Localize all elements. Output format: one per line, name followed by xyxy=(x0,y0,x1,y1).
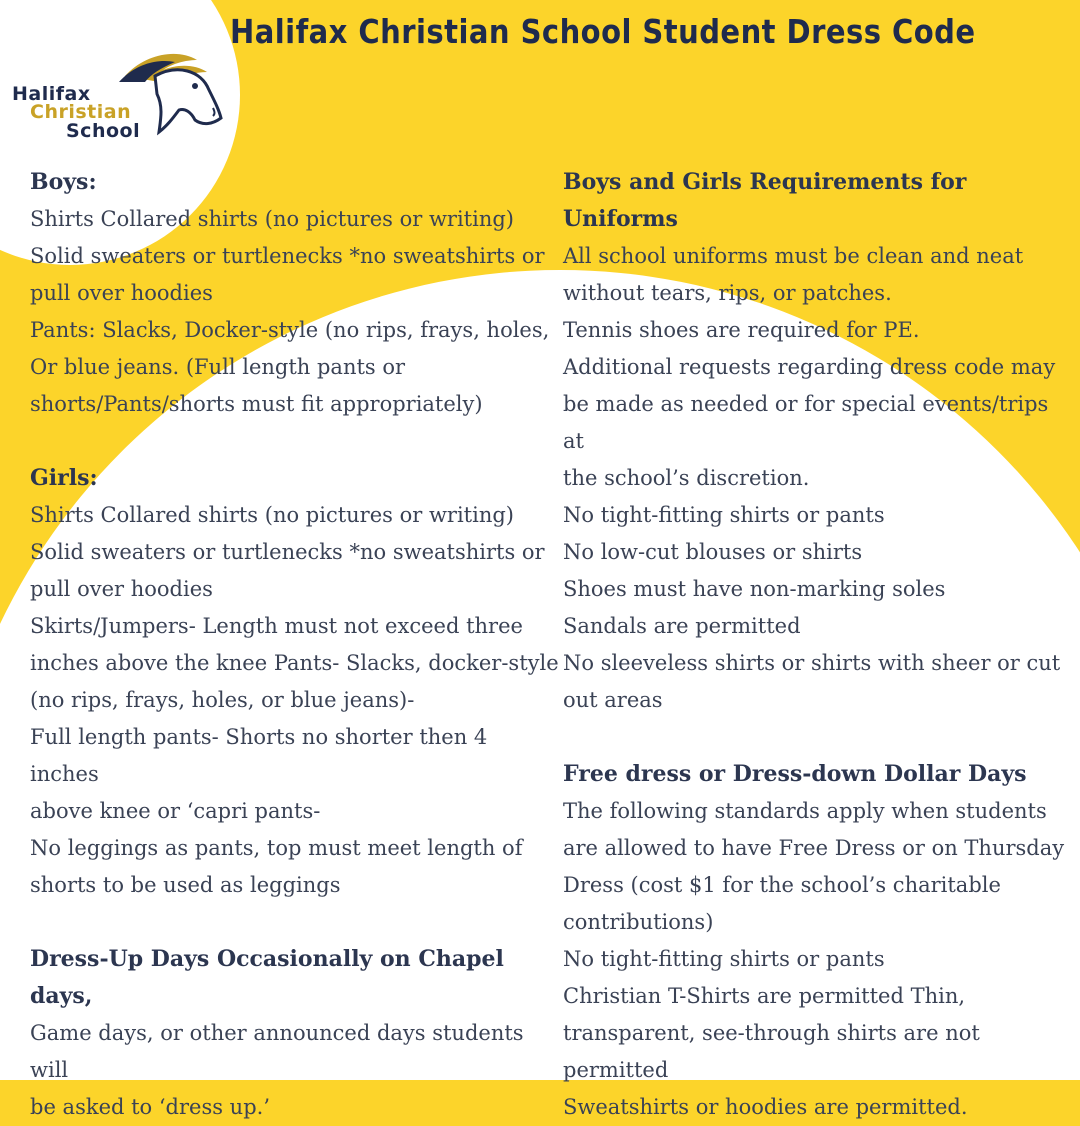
boys-line: Solid sweaters or turtlenecks *no sweatshirts or xyxy=(30,244,545,268)
school-logo xyxy=(0,38,230,148)
uniforms-line: Tennis shoes are required for PE. xyxy=(563,318,920,342)
free-dress-line: The following standards apply when students xyxy=(563,799,1047,823)
girls-line: Shirts Collared shirts (no pictures or writing) xyxy=(30,503,514,527)
uniforms-line: Shoes must have non-marking soles xyxy=(563,577,946,601)
boys-line: Shirts Collared shirts (no pictures or writing) xyxy=(30,207,514,231)
right-column xyxy=(563,164,1068,1126)
uniforms-line: No tight-fitting shirts or pants xyxy=(563,503,885,527)
free-dress-line: contributions) xyxy=(563,910,714,934)
boys-line: shorts/Pants/shorts must fit appropriately) xyxy=(30,392,483,416)
uniforms-heading: Boys and Girls Requirements for Uniforms xyxy=(563,169,967,232)
girls-line: inches above the knee Pants- Slacks, docker-style xyxy=(30,651,559,675)
dress-up-line: Game days, or other announced days students will xyxy=(30,1021,524,1082)
free-dress-heading: Free dress or Dress-down Dollar Days xyxy=(563,761,1027,787)
logo-text-school: School xyxy=(66,120,141,142)
free-dress-line: Dress (cost $1 for the school’s charitable xyxy=(563,873,1001,897)
uniforms-line: the school’s discretion. xyxy=(563,466,810,490)
boys-line: Or blue jeans. (Full length pants or xyxy=(30,355,406,379)
uniforms-line: be made as needed or for special events/trips at xyxy=(563,392,1049,453)
free-dress-line: Christian T-Shirts are permitted Thin, xyxy=(563,984,966,1008)
uniforms-line: out areas xyxy=(563,688,663,712)
logo-text-halifax: Halifax xyxy=(12,83,91,105)
free-dress-line: No tight-fitting shirts or pants xyxy=(563,947,885,971)
free-dress-line: transparent, see-through shirts are not xyxy=(563,1021,980,1045)
uniforms-line: Additional requests regarding dress code may xyxy=(563,355,1056,379)
logo-text-christian: Christian xyxy=(30,101,132,123)
girls-line: Skirts/Jumpers- Length must not exceed three xyxy=(30,614,523,638)
girls-line: No leggings as pants, top must meet length of xyxy=(30,836,523,860)
uniforms-line: No sleeveless shirts or shirts with sheer or cut xyxy=(563,651,1061,675)
boys-line: Pants: Slacks, Docker-style (no rips, frays, holes, xyxy=(30,318,550,342)
free-dress-line: are allowed to have Free Dress or on Thursday xyxy=(563,836,1065,860)
dress-up-heading: Dress-Up Days Occasionally on Chapel days, xyxy=(30,946,504,1009)
uniforms-line: without tears, rips, or patches. xyxy=(563,281,892,305)
free-dress-line: Sweatshirts or hoodies are permitted. xyxy=(563,1095,968,1119)
girls-line: shorts to be used as leggings xyxy=(30,873,341,897)
boys-heading: Boys: xyxy=(30,169,97,195)
left-column xyxy=(30,164,560,1126)
page-title: Halifax Christian School Student Dress Code xyxy=(230,12,976,51)
girls-line: (no rips, frays, holes, or blue jeans)- xyxy=(30,688,415,712)
uniforms-line: All school uniforms must be clean and neat xyxy=(563,244,1024,268)
girls-line: above knee or ‘capri pants- xyxy=(30,799,321,823)
uniforms-line: No low-cut blouses or shirts xyxy=(563,540,863,564)
girls-line: pull over hoodies xyxy=(30,577,213,601)
girls-line: Solid sweaters or turtlenecks *no sweatshirts or xyxy=(30,540,545,564)
girls-line: Full length pants- Shorts no shorter then 4 inches xyxy=(30,725,488,786)
girls-heading: Girls: xyxy=(30,465,98,491)
boys-line: pull over hoodies xyxy=(30,281,213,305)
free-dress-line: permitted xyxy=(563,1058,669,1082)
dress-up-line: be asked to ‘dress up.’ xyxy=(30,1095,271,1119)
uniforms-line: Sandals are permitted xyxy=(563,614,801,638)
